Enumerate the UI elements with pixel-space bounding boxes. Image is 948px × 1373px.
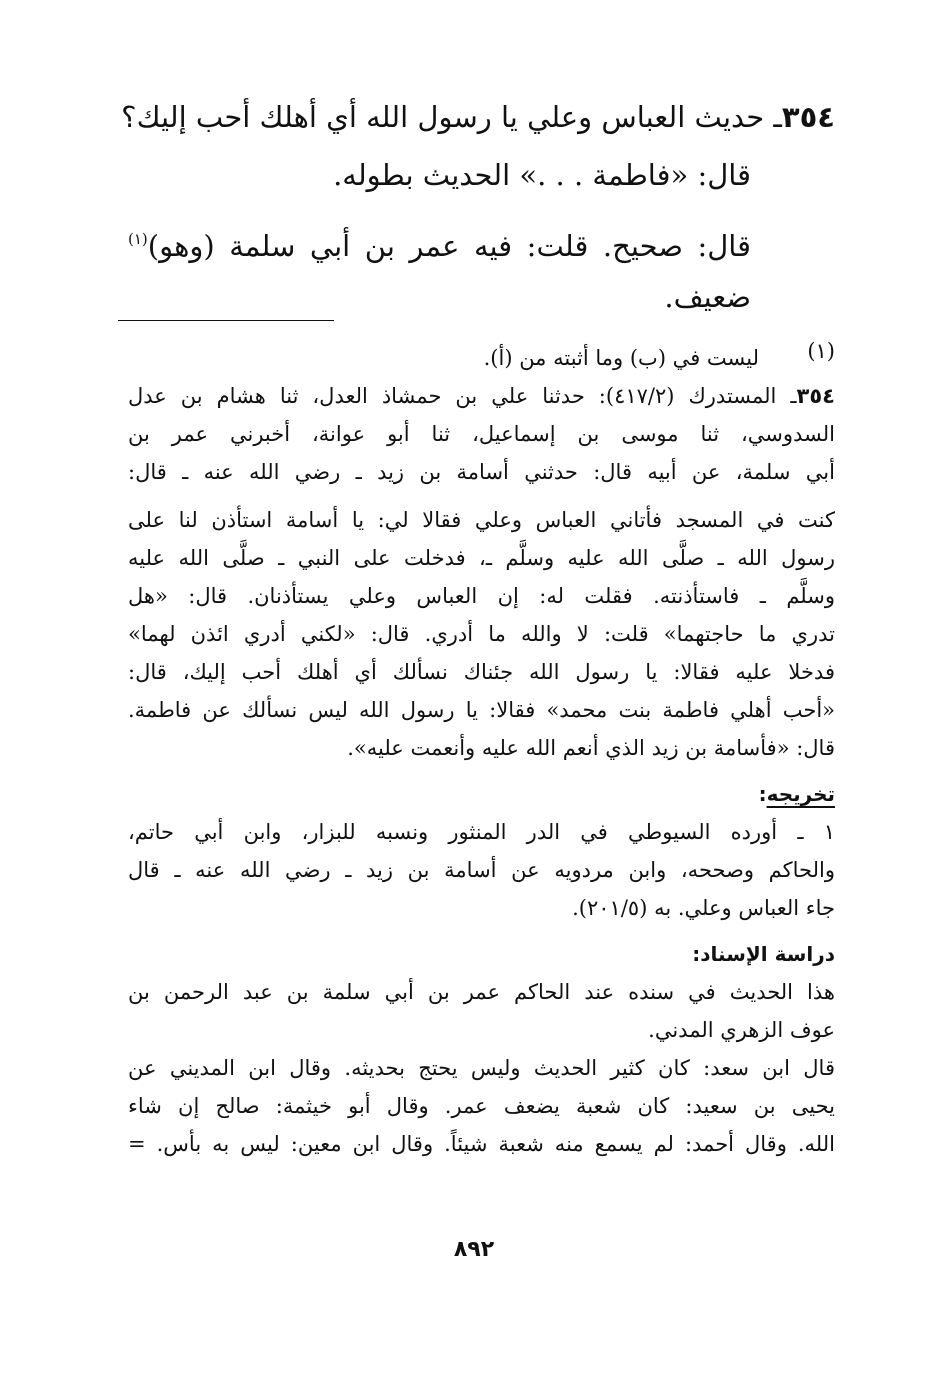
takhrij-heading: تخريجه: (758, 782, 835, 806)
takhrij-line: والحاكم وصححه، وابن مردويه عن أسامة بن زيد ـ رضي الله عنه ـ قال (128, 858, 835, 882)
footnote-354 (128, 377, 835, 491)
footnote-divider (118, 320, 334, 321)
footnote-1 (128, 339, 835, 377)
footnote-text: ليست في (ب) وما أثبته من (أ). (483, 346, 759, 370)
story-line: تدري ما حاجتهما» قلت: لا والله ما أدري. قال: «لكني أدري ائذن لهما» (128, 622, 835, 646)
footnote-ref: (١) (128, 230, 148, 248)
footnote-number: ٣٥٤ (796, 384, 835, 408)
footnote-line: أبي سلمة، عن أبيه قال: حدثني أسامة بن زيد ـ رضي الله عنه ـ قال: (128, 460, 835, 484)
dirasa-line: عوف الزهري المدني. (648, 1018, 835, 1042)
story-line: فدخلا عليه فقالا: يا رسول الله جئناك نسألك أي أهلك أحب إليك، قال: (128, 660, 835, 684)
dirasa-line: قال ابن سعد: كان كثير الحديث وليس يحتج بحديثه. وقال ابن المديني عن (128, 1056, 835, 1080)
story-line: قال: «فأسامة بن زيد الذي أنعم الله عليه وأنعمت عليه». (347, 736, 835, 760)
footnote-number: (١) (807, 339, 835, 363)
dirasa-section (128, 973, 835, 1163)
dirasa-line: هذا الحديث في سنده عند الحاكم عمر بن أبي سلمة بن عبد الرحمن بن (128, 980, 835, 1004)
story-line: وسلَّم ـ فاستأذنته. فقلت له: إن العباس وعلي يستأذنان. قال: «هل (128, 584, 835, 608)
hadith-grading: قال: صحيح. قلت: فيه عمر بن أبي سلمة (وهو)$^{(١)}$ (128, 229, 751, 263)
dirasa-line: يحيى بن سعيد: كان شعبة يضعف عمر. وقال أبو خيثمة: صالح إن شاء (128, 1094, 835, 1118)
story-line: رسول الله ـ صلَّى الله عليه وسلَّم ـ، فدخلت على النبي ـ صلَّى الله عليه (128, 546, 835, 570)
hadith-entry (121, 88, 835, 326)
hadith-number: ٣٥٤ (781, 100, 835, 134)
takhrij-line: ١ ـ أورده السيوطي في الدر المنثور ونسبه للبزار، وابن أبي حاتم، (128, 820, 835, 844)
hadith-story (128, 501, 835, 767)
hadith-line: ضعيف. (664, 280, 751, 314)
footnote-line: السدوسي، ثنا موسى بن إسماعيل، ثنا أبو عوانة، أخبرني عمر بن (128, 422, 835, 446)
footnotes (128, 339, 835, 1163)
page-number: ٨٩٢ (453, 1237, 495, 1262)
takhrij-section (128, 813, 835, 927)
hadith-title: ٣٥٤ـ حديث العباس وعلي يا رسول الله أي أهلك أحب إليك؟ (121, 100, 835, 134)
dirasa-line: الله. وقال أحمد: لم يسمع منه شعبة شيئاً. وقال ابن معين: ليس به بأس. = (128, 1132, 835, 1156)
takhrij-line: جاء العباس وعلي. به (٢٠١/٥). (572, 896, 835, 920)
footnote-line: ٣٥٤ـ المستدرك (٤١٧/٢): حدثنا علي بن حمشاذ العدل، ثنا هشام بن عدل (128, 384, 835, 408)
story-line: كنت في المسجد فأتاني العباس وعلي فقالا لي: يا أسامة استأذن لنا على (128, 508, 835, 532)
dirasa-heading: دراسة الإسناد: (692, 942, 835, 966)
story-line: «أحب أهلي فاطمة بنت محمد» فقالا: يا رسول الله ليس نسألك عن فاطمة. (128, 698, 835, 722)
hadith-line: قال: «فاطمة . . .» الحديث بطوله. (333, 158, 751, 192)
